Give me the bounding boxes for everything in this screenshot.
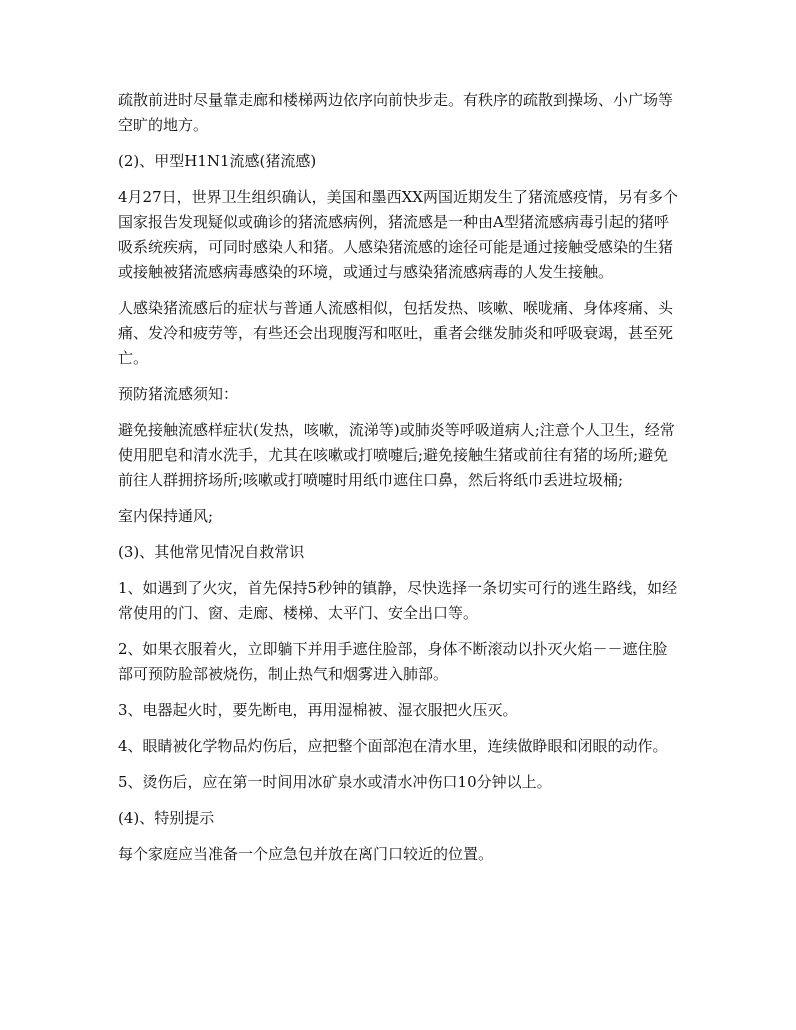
list-item: 1、如遇到了火灾，首先保持5秒钟的镇静，尽快选择一条切实可行的逃生路线，如经常使用的门、窗、走廊、楼梯、太平门、安全出口等。 bbox=[118, 579, 678, 622]
document-body bbox=[118, 88, 680, 878]
list-item: 2、如果衣服着火，立即躺下并用手遮住脸部，身体不断滚动以扑灭火焰－－遮住脸部可预防脸部被烧伤，制止热气和烟雾进入肺部。 bbox=[118, 640, 668, 683]
paragraph: 室内保持通风; bbox=[118, 507, 214, 525]
list-item: 3、电器起火时，要先断电，再用湿棉被、湿衣服把火压灭。 bbox=[118, 701, 518, 719]
paragraph: 人感染猪流感后的症状与普通人流感相似，包括发热、咳嗽、喉咙痛、身体疼痛、头痛、发冷和疲劳等，有些还会出现腹泻和呕吐，重者会继发肺炎和呼吸衰竭，甚至死亡。 bbox=[118, 299, 674, 367]
paragraph: 疏散前进时尽量靠走廊和楼梯两边依序向前快步走。有秩序的疏散到操场、小广场等空旷的地方。 bbox=[118, 91, 674, 134]
paragraph: 预防猪流感须知： bbox=[118, 385, 239, 403]
list-item: 4、眼睛被化学物品灼伤后，应把整个面部泡在清水里，连续做睁眼和闭眼的动作。 bbox=[118, 737, 668, 755]
paragraph: 每个家庭应当准备一个应急包并放在离门口较近的位置。 bbox=[118, 845, 494, 863]
list-item: 5、烫伤后，应在第一时间用冰矿泉水或清水冲伤口10分钟以上。 bbox=[118, 773, 552, 791]
paragraph: 避免接触流感样症状(发热，咳嗽，流涕等)或肺炎等呼吸道病人;注意个人卫生，经常使用肥皂和清水洗手，尤其在咳嗽或打喷嚏后;避免接触生猪或前往有猪的场所;避免前往人群拥挤场所;咳嗽或打喷嚏时用纸巾遮住口鼻，然后将纸巾丢进垃圾桶; bbox=[118, 421, 675, 489]
paragraph: 4月27日，世界卫生组织确认，美国和墨西XX两国近期发生了猪流感疫情，另有多个国家报告发现疑似或确诊的猪流感病例，猪流感是一种由A型猪流感病毒引起的猪呼吸系统疾病，可同时感染人和猪。人感染猪流感的途径可能是通过接触受感染的生猪或接触被猪流感病毒感染的环境，或通过与感染猪流感病毒的人发生接触。 bbox=[118, 188, 678, 281]
section-heading: (2)、甲型H1N1流感(猪流感) bbox=[118, 152, 317, 170]
section-heading: (4)、特别提示 bbox=[118, 809, 215, 827]
section-heading: (3)、其他常见情况自救常识 bbox=[118, 543, 305, 561]
